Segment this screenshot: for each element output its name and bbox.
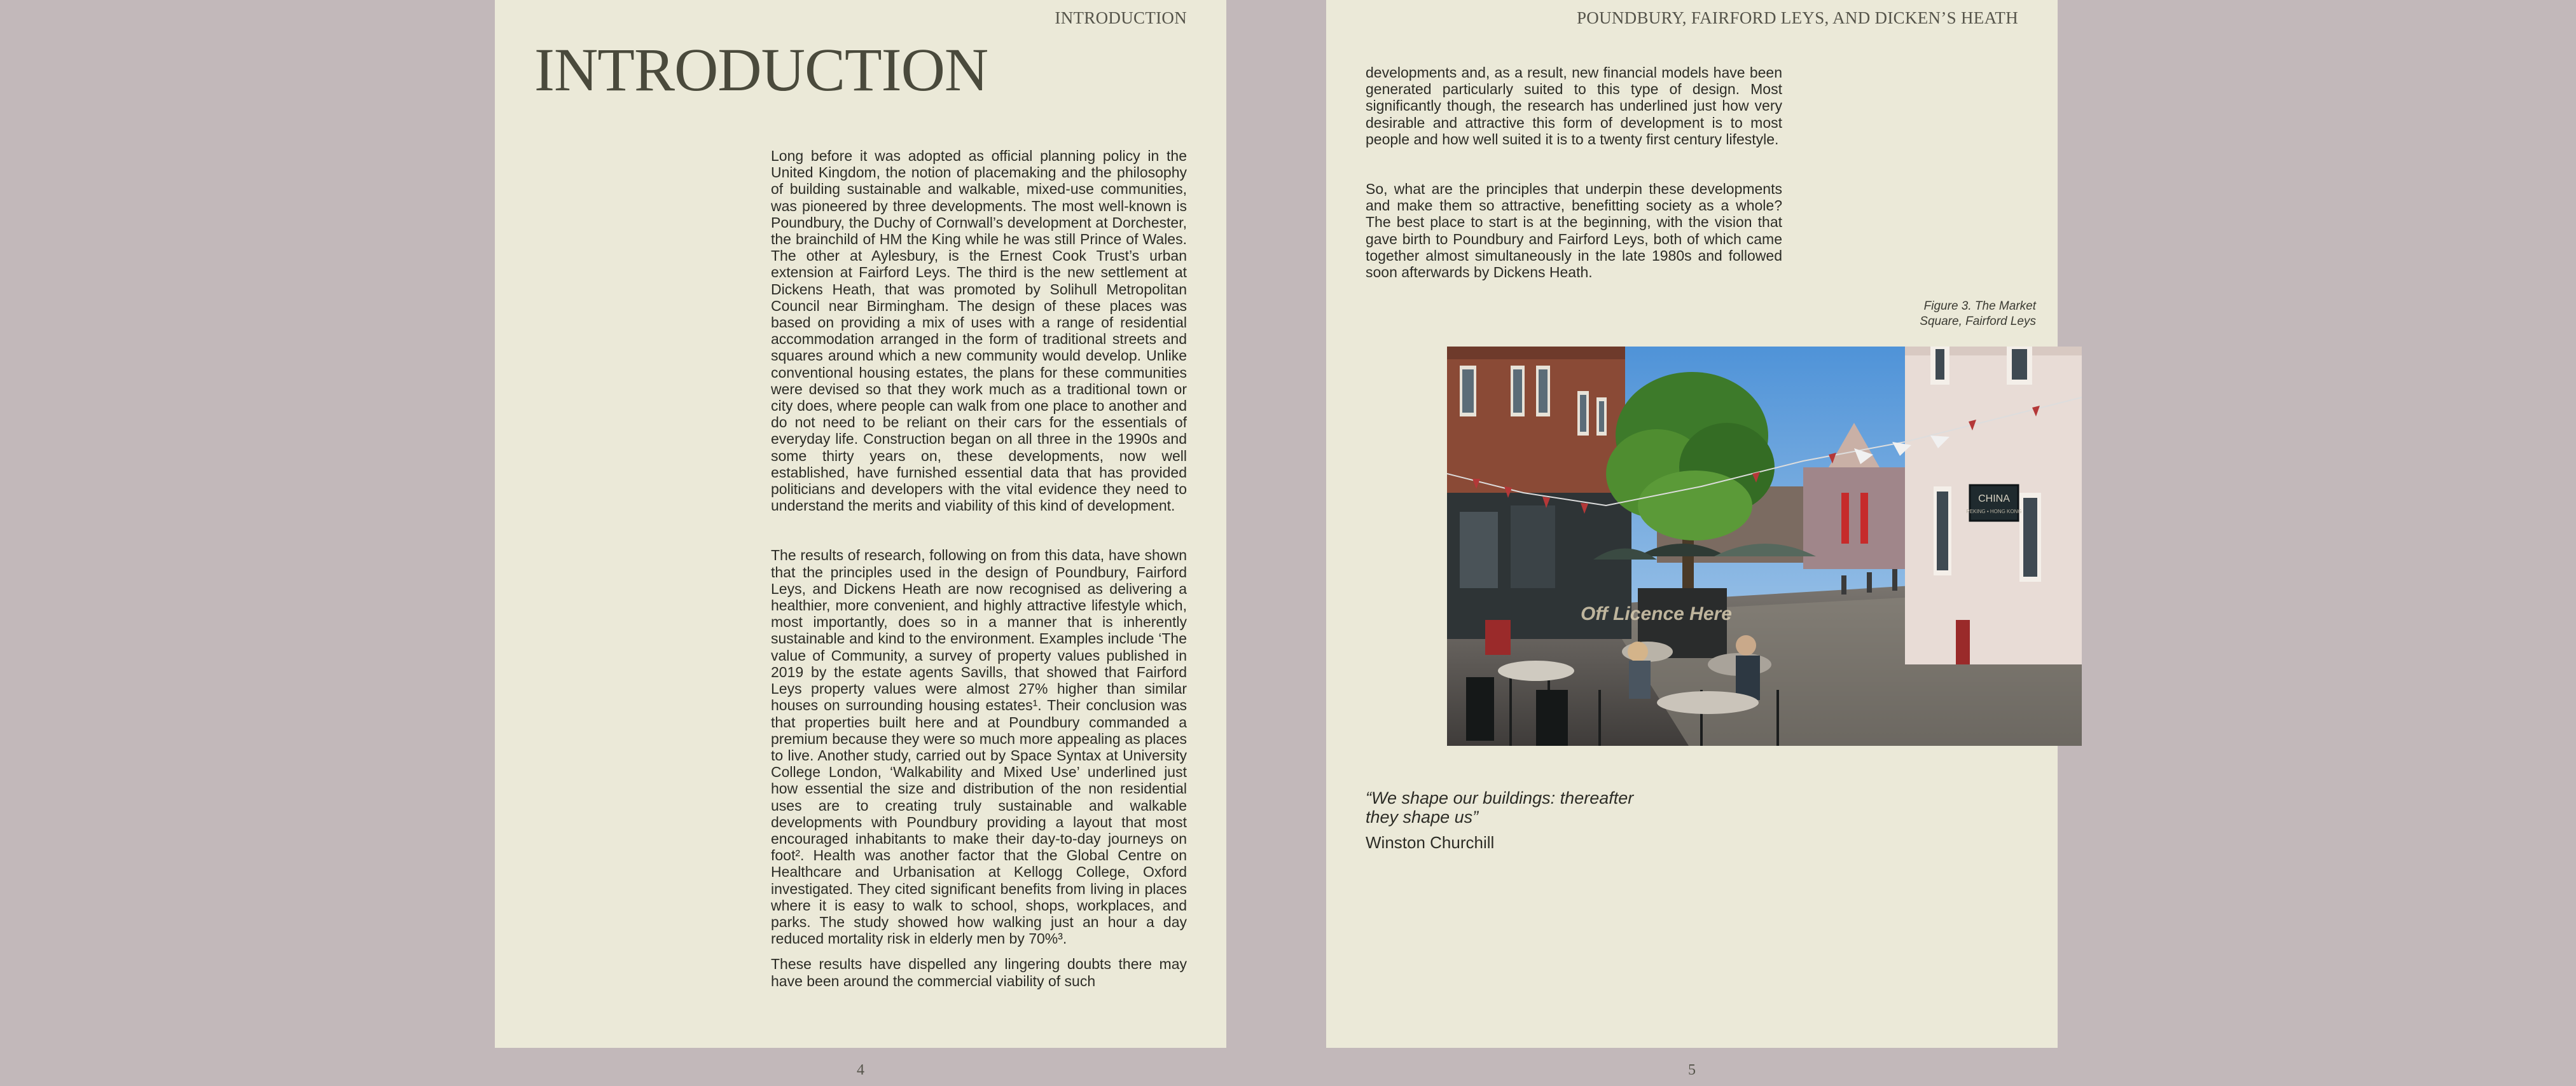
quote: “We shape our buildings: thereafter they shape us” [1366, 788, 1634, 827]
running-head-right: POUNDBURY, FAIRFORD LEYS, AND DICKEN’S HEATH [1576, 8, 2018, 27]
market-square-photo [1447, 347, 2082, 746]
paragraph: developments and, as a result, new financial models have been generated particularly suited to this type of design. Most significantly though, the research has underlined just how very desirable and attractive this form of development is to most people and how well suited it is to a twenty first century lifestyle. [1366, 64, 1782, 148]
right-page [1326, 0, 2058, 1048]
page-title: INTRODUCTION [534, 36, 988, 104]
paragraph: The results of research, following on from this data, have shown that the principles used in the design of Poundbury, Fairford Leys, and Dickens Heath are now recognised as delivering a healthier, more convenient, and highly attractive lifestyle which, most importantly, does so in a manner that is inherently sustainable and kind to the environment. Examples include ‘The value of Community, a survey of property values published in 2019 by the estate agents Savills, that showed that Fairford Leys property values were almost 27% higher than similar houses on surrounding housing estates¹. Their conclusion was that properties built here and at Poundbury commanded a premium because they were so much more appealing as places to live. Another study, carried out by Space Syntax at University College London, ‘Walkability and Mixed Use’ underlined just how essential the size and distribution of the non residential uses are to creating truly sustainable and walkable developments with Poundbury providing a layout that most encouraged inhabitants to make their day-to-day journeys on foot². Health was another factor that the Global Centre on Healthcare and Urbanisation at Kellogg College, Oxford investigated. They cited significant benefits from living in places where it is easy to walk to school, shops, workplaces, and parks. The study showed how walking just an hour a day reduced mortality risk in elderly men by 70%³. [771, 547, 1187, 947]
photo-illustration [1447, 347, 2082, 746]
off-licence-sign-text: Off Licence Here [1581, 603, 1732, 624]
running-head-left: INTRODUCTION [1055, 8, 1187, 27]
paragraph: Long before it was adopted as official planning policy in the United Kingdom, the notion of placemaking and the philosophy of building sustainable and walkable, mixed-use communities, was pioneered by three developments. The most well-known is Poundbury, the Duchy of Cornwall’s development at Dorchester, the brainchild of HM the King while he was still Prince of Wales. The other at Aylesbury, is the Ernest Cook Trust’s urban extension at Fairford Leys. The third is the new settlement at Dickens Heath, that was promoted by Solihull Metropolitan Council near Birmingham. The design of these places was based on providing a mix of uses with a range of residential accommodation arranged in the form of traditional streets and squares around which a new community would develop. Unlike conventional housing estates, the plans for these communities were devised so that they work much as a traditional town or city does, where people can walk from one place to another and do not need to be reliant on their cars for the essentials of everyday life. Construction began on all three in the 1990s and some thirty years on, these developments, now well established, have furnished essential data that has provided politicians and developers with the vital evidence they need to understand the merits and viability of this kind of development. [771, 148, 1187, 514]
shop-sign-subtext: PEKING • HONG KONG [1966, 509, 2022, 514]
body-column-right [1366, 64, 1782, 280]
body-column-left [771, 148, 1187, 989]
shop-sign-text: CHINA [1978, 493, 2010, 504]
figure-caption: Figure 3. The Market Square, Fairford Leys [1920, 299, 2036, 328]
paragraph: So, what are the principles that underpin these developments and make them so attractive, benefitting society as a whole? The best place to start is at the beginning, with the vision that gave birth to Poundbury and Fairford Leys, both of which came together almost simultaneously in the late 1980s and followed soon afterwards by Dickens Heath. [1366, 181, 1782, 281]
page-number-right: 5 [1688, 1062, 1696, 1078]
left-page [495, 0, 1226, 1048]
paragraph: These results have dispelled any lingering doubts there may have been around the commercial viability of such [771, 956, 1187, 989]
page-number-left: 4 [857, 1062, 864, 1078]
quote-author: Winston Churchill [1366, 833, 1495, 852]
